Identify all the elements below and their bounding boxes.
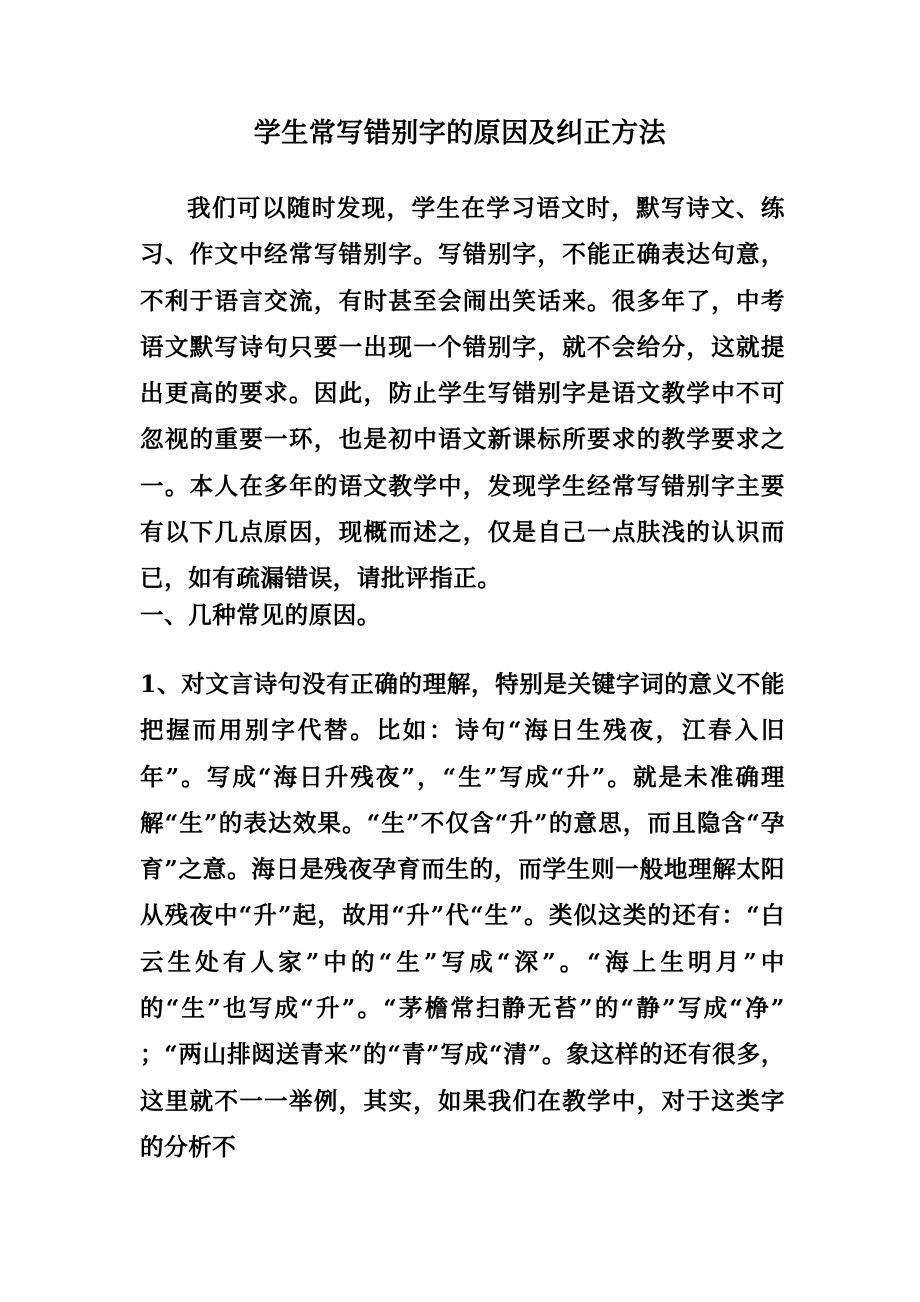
intro-paragraph: 我们可以随时发现，学生在学习语文时，默写诗文、练习、作文中经常写错别字。写错别字，不能正确表达句意，不利于语言交流，有时甚至会闹出笑话来。很多年了，中考语文默写诗句只要一出现一个错别字，就不会给分，这就提出更高的要求。因此，防止学生写错别字是语文教学中不可忽视的重要一环，也是初中语文新课标所要求的教学要求之一。本人在多年的语文教学中，发现学生经常写错别字主要有以下几点原因，现概而述之，仅是自己一点肤浅的认识而已，如有疏漏错误，请批评指正。 [140, 194, 785, 593]
document-title: 学生常写错别字的原因及纠正方法 [253, 118, 667, 149]
point-one-paragraph: 1、对文言诗句没有正确的理解，特别是关键字词的意义不能把握而用别字代替。比如：诗句“海日生残夜，江春入旧年”。写成“海日升残夜”，“生”写成“升”。就是未准确理解“生”的表达效果。“生”不仅含“升”的意思，而且隐含“孕育”之意。海日是残夜孕育而生的，而学生则一般地理解太阳从残夜中“升”起，故用“升”代“生”。类似这类的还有：“白云生处有人家”中的“生”写成“深”。“海上生明月”中的“生”也写成“升”。“茅檐常扫静无苔”的“静”写成“净” ；“两山排闼送青来”的“青”写成“清”。象这样的还有很多，这里就不一一举例，其实，如果我们在教学中，对于这类字的分析不 [140, 670, 785, 1161]
section-heading: 一、几种常见的原因。 [140, 601, 381, 629]
